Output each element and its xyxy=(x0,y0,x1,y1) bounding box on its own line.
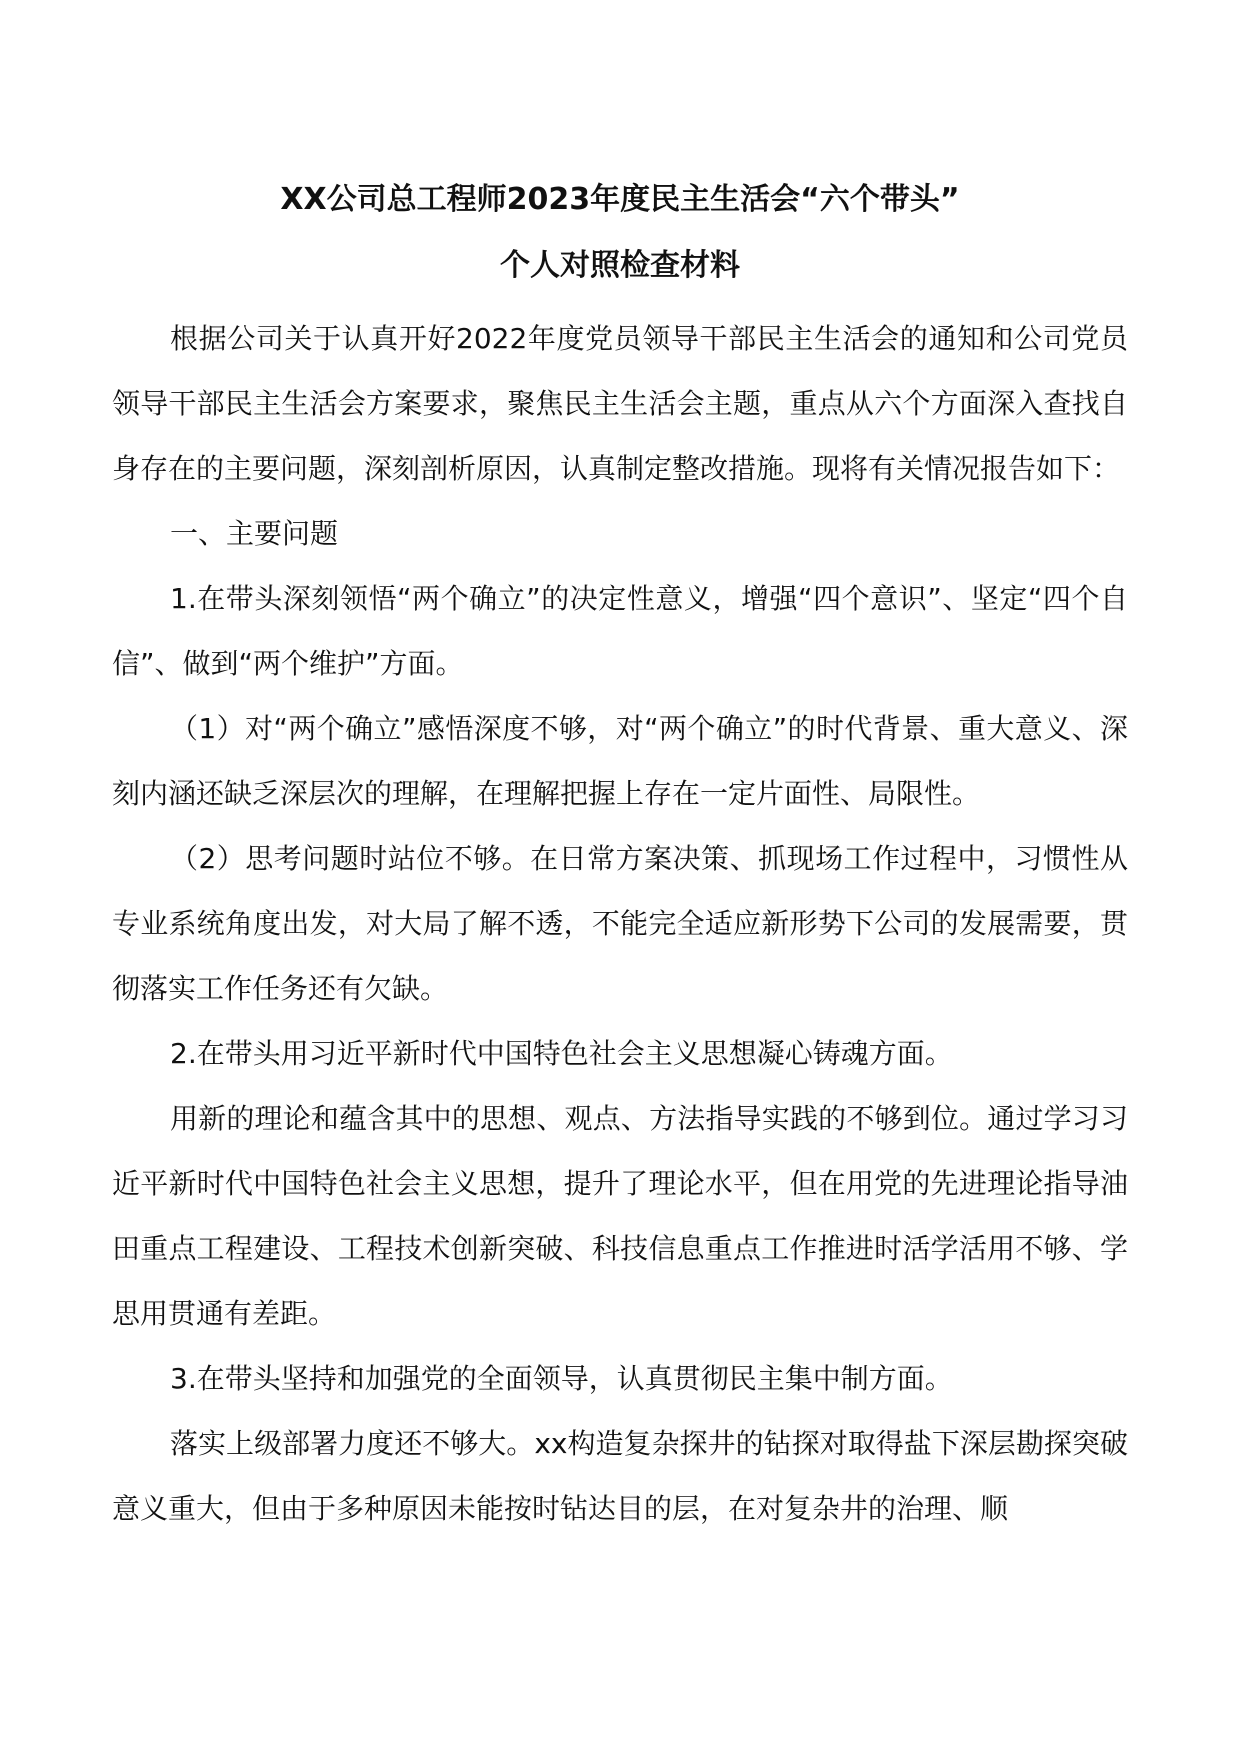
paragraph-item-3-detail: 落实上级部署力度还不够大。xx构造复杂探井的钻探对取得盐下深层勘探突破意义重大，但由于多种原因未能按时钻达目的层，在对复杂井的治理、顺 xyxy=(112,1427,1128,1525)
paragraph-intro: 根据公司关于认真开好2022年度党员领导干部民主生活会的通知和公司党员领导干部民主生活会方案要求，聚焦民主生活会主题，重点从六个方面深入查找自身存在的主要问题，深刻剖析原因，认真制定整改措施。现将有关情况报告如下： xyxy=(112,322,1128,485)
paragraph-item-1: 1.在带头深刻领悟“两个确立”的决定性意义，增强“四个意识”、坚定“四个自信”、做到“两个维护”方面。 xyxy=(112,582,1128,680)
paragraph-item-1-sub-2: （2）思考问题时站位不够。在日常方案决策、抓现场工作过程中，习惯性从专业系统角度出发，对大局了解不透，不能完全适应新形势下公司的发展需要，贯彻落实工作任务还有欠缺。 xyxy=(112,842,1128,1005)
paragraph-item-1-sub-1: （1）对“两个确立”感悟深度不够，对“两个确立”的时代背景、重大意义、深刻内涵还缺乏深层次的理解，在理解把握上存在一定片面性、局限性。 xyxy=(112,712,1128,810)
section-heading-main-issues: 一、主要问题 xyxy=(170,517,339,550)
document-title-line-2: 个人对照检查材料 xyxy=(500,248,740,283)
paragraph-item-2-detail: 用新的理论和蕴含其中的思想、观点、方法指导实践的不够到位。通过学习习近平新时代中国特色社会主义思想，提升了理论水平，但在用党的先进理论指导油田重点工程建设、工程技术创新突破、科技信息重点工作推进时活学活用不够、学思用贯通有差距。 xyxy=(112,1102,1128,1330)
document-body xyxy=(112,306,1128,1541)
paragraph-item-3: 3.在带头坚持和加强党的全面领导，认真贯彻民主集中制方面。 xyxy=(170,1362,953,1395)
paragraph-item-2: 2.在带头用习近平新时代中国特色社会主义思想凝心铸魂方面。 xyxy=(170,1037,953,1070)
document-title-line-1: XX公司总工程师2023年度民主生活会“六个带头” xyxy=(280,182,960,217)
